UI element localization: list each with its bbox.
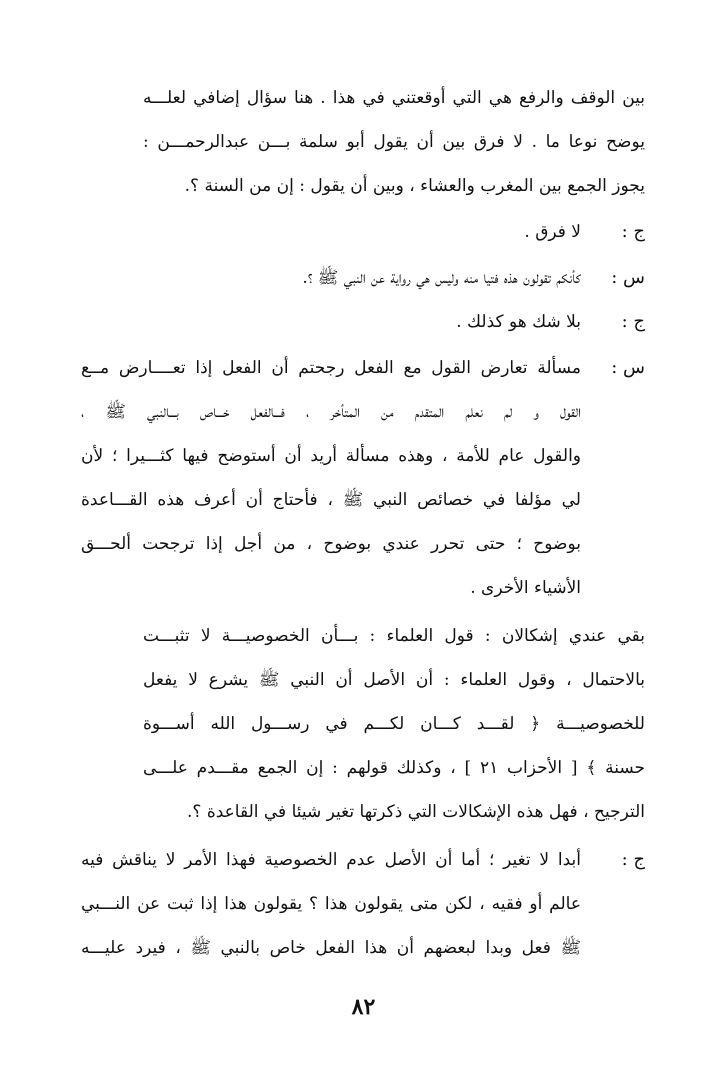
text-line-13: بقي عندي إشكالان : قول العلماء : بـــأن الخصوصيـــة لا تثبـــت: [143, 626, 645, 646]
text-line-19: عالم أو فقيه ، لكن متى يقولون هذا ؟ يقولون هذا إذا ثبت عن النـــبي: [81, 894, 581, 914]
text-line-18: أبدا لا تغير ؛ أما أن الأصل عدم الخصوصية فهذا الأمر لا يناقش فيه: [81, 850, 581, 870]
text-line-8: القول و لم نعلم المتقدم من المتأخر ، فـــالفعل خـــاص بـــالنبي ﷺ ،: [81, 402, 581, 422]
text-line-3: يجوز الجمع بين المغرب والعشاء ، وبين أن يقول : إن من السنة ؟.: [184, 176, 645, 196]
text-line-12: الأشياء الأخرى .: [470, 578, 581, 598]
text-line-11: بوضوح ؛ حتى تحرر عندي بوضوح ، من أجل إذا ترجحت ألحـــق: [81, 534, 581, 554]
question-label-1: س :: [611, 267, 645, 288]
text-line-10: لي مؤلفا في خصائص النبي ﷺ ، فأحتاج أن أعرف هذه القـــاعدة: [81, 490, 581, 510]
text-line-1: بين الوقف والرفع هي التي أوقعتني في هذا . هنا سؤال إضافي لعلـــه: [143, 88, 645, 108]
text-line-7: مسألة تعارض القول مع الفعل رجحتم أن الفعل إذا تعــــارض مــع: [81, 358, 581, 378]
answer-label-1: ج :: [621, 221, 645, 242]
text-line-17: الترجيح ، فهل هذه الإشكالات التي ذكرتها تغير شيئا في القاعدة ؟.: [186, 802, 645, 822]
text-line-16: حسنة ﴾ [ الأحزاب ٢١ ] ، وكذلك قولهم : إن الجمع مقـــدم علـــى: [143, 758, 645, 778]
text-line-2: يوضح نوعا ما . لا فرق بين أن يقول أبو سلمة بـــن عبدالرحمـــن :: [143, 132, 645, 152]
answer-label-3: ج :: [621, 849, 645, 870]
text-line-5: كأنكم تقولون هذه فتيا منه وليس هي رواية عن النبي ﷺ ؟.: [302, 268, 581, 288]
page-number: ٨٢: [351, 994, 376, 1020]
text-line-14: بالاحتمال ، وقول العلماء : أن الأصل أن النبي ﷺ يشرع لا يفعل: [143, 670, 645, 690]
text-line-9: والقول عام للأمة ، وهذه مسألة أريد أن أستوضح فيها كثـــيرا ؛ لأن: [81, 446, 581, 466]
text-line-20: ﷺ فعل وبدا لبعضهم أن هذا الفعل خاص بالنبي ﷺ ، فيرد عليـــه: [81, 938, 581, 958]
answer-label-2: ج :: [621, 311, 645, 332]
question-label-2: س :: [611, 357, 645, 378]
text-line-4: لا فرق .: [524, 222, 581, 242]
text-line-15: للخصوصيـــة ﴿ لقـــد كـــان لكـــم في رســـول الله أســـوة: [143, 714, 645, 734]
text-line-6: بلا شك هو كذلك .: [456, 312, 581, 332]
